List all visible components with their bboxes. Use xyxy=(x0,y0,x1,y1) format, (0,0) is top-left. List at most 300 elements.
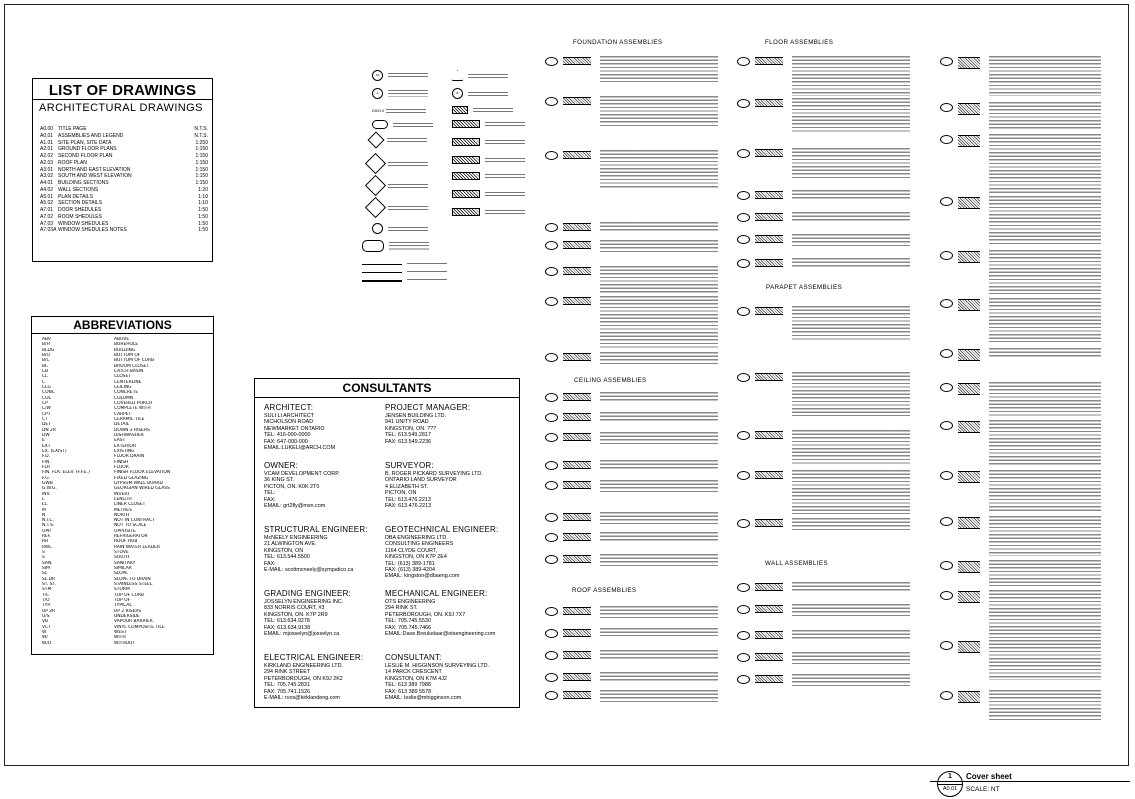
assembly-section-drawing xyxy=(755,605,783,613)
assembly-detail xyxy=(737,56,910,96)
assembly-tag-icon xyxy=(737,431,750,440)
assembly-detail xyxy=(940,56,1101,96)
abbreviation-code: W/O xyxy=(42,640,52,646)
abbreviation-meaning: BOTTOM OF CURB xyxy=(114,358,155,364)
abbreviation-code: S xyxy=(42,555,45,561)
consultant-detail-line: TEL: 613.544.5500 xyxy=(264,554,310,561)
assembly-detail xyxy=(545,672,718,682)
assembly-detail xyxy=(940,298,1101,342)
abbreviation-code: COL xyxy=(42,395,51,401)
drawing-list-row xyxy=(40,140,208,147)
assembly-notes xyxy=(989,690,1101,722)
consultant-detail-line: FAX: 647-000-000 xyxy=(264,438,308,445)
assembly-tag-icon xyxy=(545,241,558,250)
abbreviation-meaning: ABOVE xyxy=(114,337,130,342)
assembly-detail xyxy=(545,412,718,422)
drawing-scale: 1:150 xyxy=(195,159,208,166)
drawing-number: A5.01 xyxy=(40,193,54,200)
assembly-detail xyxy=(737,190,910,200)
consultant-role: STRUCTURAL ENGINEER: xyxy=(264,525,368,534)
drawing-list-row xyxy=(40,153,208,160)
drawing-number: A0.00 xyxy=(40,126,54,132)
assembly-notes xyxy=(989,348,1101,358)
consultant-detail-line: TEL: 613 389 7988 xyxy=(385,682,431,689)
drawing-scale: 1:150 xyxy=(195,146,208,153)
assembly-notes xyxy=(989,470,1101,512)
consultant-detail-line: JOSSELYN ENGINEERING INC. xyxy=(264,599,344,605)
abbreviation-code: SAN. xyxy=(42,560,53,566)
consultant-role: SURVEYOR: xyxy=(385,461,434,470)
assembly-notes xyxy=(600,296,718,348)
abbreviation-code: REF. xyxy=(42,534,52,540)
assembly-tag-icon xyxy=(737,373,750,382)
abbreviation-meaning: ROOF HUB xyxy=(114,539,138,545)
consultant-detail-line: KINGSTON, ON K7P 2E4 xyxy=(385,554,447,561)
abbreviation-meaning: BROOM CLOSET xyxy=(114,363,150,369)
assembly-detail xyxy=(545,240,718,254)
legend-item xyxy=(372,70,428,81)
assembly-tag-icon xyxy=(940,561,953,570)
consultant-detail-line: KINGSTON, ON. K7P 2R9 xyxy=(264,611,328,618)
abbreviation-code: L xyxy=(42,496,45,502)
abbreviation-code: EXT xyxy=(42,443,51,449)
assembly-tag-icon xyxy=(940,103,953,112)
drawing-title: SITE PLAN, SITE DATA xyxy=(58,139,112,146)
assembly-notes xyxy=(600,460,718,470)
assembly-notes xyxy=(989,420,1101,466)
assembly-tag-icon xyxy=(737,307,750,316)
drawing-list-row xyxy=(40,207,208,214)
consultant-detail-line: JENSEN BUILDING LTD. xyxy=(385,413,447,419)
assembly-notes xyxy=(989,590,1101,640)
abbreviation-meaning: EAST xyxy=(114,438,126,444)
assembly-detail xyxy=(545,266,718,294)
assembly-section-drawing xyxy=(958,691,980,703)
legend-item xyxy=(452,88,508,99)
assembly-detail xyxy=(545,480,718,494)
assembly-notes xyxy=(989,640,1101,680)
abbreviation-meaning: WITHOUT xyxy=(114,640,135,646)
abbreviation-meaning: TYPICAL xyxy=(114,603,132,609)
ceiling-assemblies-title: CEILING ASSEMBLIES xyxy=(574,377,647,384)
consultant-detail-line: LESLIE M. HIGGINSON SURVEYING LTD. xyxy=(385,663,490,669)
drawing-list-row xyxy=(40,160,208,167)
drawing-list-row xyxy=(40,146,208,153)
assembly-detail xyxy=(737,258,910,268)
abbreviation-meaning: CENTERLINE xyxy=(114,379,142,385)
assembly-tag-icon xyxy=(545,393,558,402)
sheet-marker-icon xyxy=(937,771,963,797)
assembly-notes xyxy=(989,560,1101,586)
drawing-number: A1.01 xyxy=(40,139,54,146)
drawing-list-row xyxy=(40,180,208,187)
consultant-detail-line: McNEELY ENGINEERING xyxy=(264,535,328,541)
consultant-detail-line: TEL: 705.745.2831 xyxy=(264,682,310,689)
consultant-block xyxy=(264,589,394,637)
window-tag-icon xyxy=(372,120,388,129)
assembly-section-drawing xyxy=(563,433,591,441)
drawing-scale: 1:50 xyxy=(198,220,208,227)
legend-item xyxy=(362,279,447,282)
assembly-tag-icon xyxy=(545,353,558,362)
legend-item xyxy=(368,200,428,215)
assembly-notes xyxy=(989,382,1101,418)
assembly-section-drawing xyxy=(958,471,980,483)
legend-item xyxy=(362,271,447,274)
abbreviation-meaning: FIXED GLAZING xyxy=(114,475,149,481)
consultant-block xyxy=(385,525,515,580)
assembly-tag-icon xyxy=(940,471,953,480)
hatch-icon xyxy=(452,120,480,128)
assembly-section-drawing xyxy=(958,299,980,311)
abbreviation-code: LC xyxy=(42,502,48,508)
consultant-detail-line: PETERBOROUGH, ON K9J 2K2 xyxy=(264,675,343,682)
abbreviation-meaning: FLOOR xyxy=(114,464,129,470)
consultant-detail-line: KIRKLAND ENGINEERING LTD. xyxy=(264,663,343,669)
assembly-notes xyxy=(792,674,910,686)
consultant-detail-line: DBA ENGINEERING LTD. xyxy=(385,535,448,541)
assembly-detail xyxy=(940,134,1101,194)
abbreviation-meaning: LINER CLOSET xyxy=(114,502,146,508)
assembly-notes xyxy=(989,56,1101,96)
abbreviation-code: W/ xyxy=(42,635,48,641)
consultant-detail-line: TEL: xyxy=(264,490,276,497)
assembly-section-drawing xyxy=(958,197,980,209)
abbreviations-table xyxy=(31,316,214,655)
abbreviation-code: C xyxy=(42,379,46,385)
consultant-detail-line: EMAIL:LUKELI@ARCH.COM xyxy=(264,445,336,452)
abbreviation-code: SIM xyxy=(42,566,50,572)
consultant-detail-line: FAX: (613) 389-4204 xyxy=(385,567,436,574)
consultant-role: GEOTECHNICAL ENGINEER: xyxy=(385,525,499,534)
abbreviation-code: FIN xyxy=(42,459,50,465)
assembly-tag-icon xyxy=(737,235,750,244)
consultant-block xyxy=(385,653,515,701)
consultant-detail-line: KINGSTON, ON. ??? xyxy=(385,425,437,432)
assembly-tag-icon xyxy=(737,605,750,614)
abbreviation-meaning: STAINLESS STEEL xyxy=(114,582,153,588)
datum-marker-icon xyxy=(368,132,385,149)
abbreviation-code: F.G. xyxy=(42,475,51,481)
drawing-title: SOUTH AND WEST ELEVATION xyxy=(58,173,132,180)
assembly-section-drawing xyxy=(563,413,591,421)
assembly-section-drawing xyxy=(755,583,783,591)
section-marker-icon: A0 xyxy=(372,70,383,81)
abbreviation-code: N.I.C. xyxy=(42,518,54,524)
assembly-tag-icon xyxy=(545,607,558,616)
drawing-scale: 1:150 xyxy=(195,173,208,180)
consultant-detail-line: FAX: 613.634.9138 xyxy=(264,624,311,631)
consultant-detail-line: KINGSTON, ON xyxy=(264,547,304,554)
assembly-detail xyxy=(545,628,718,638)
assembly-tag-icon xyxy=(545,97,558,106)
consultant-detail-line: EMAIL: leslie@mhigginson.com xyxy=(385,695,462,702)
abbreviation-code: G.W.G. xyxy=(42,486,57,492)
abbreviation-code: E xyxy=(42,438,45,444)
assembly-section-drawing xyxy=(563,513,591,521)
assembly-notes xyxy=(792,652,910,664)
abbreviations-title: ABBREVIATIONS xyxy=(32,317,213,334)
assembly-notes xyxy=(989,196,1101,244)
abbreviation-code: CLG xyxy=(42,384,51,390)
assembly-tag-icon xyxy=(940,251,953,260)
abbreviation-meaning: EXISTING xyxy=(114,448,135,454)
line-type-icon xyxy=(362,272,402,273)
consultants-table xyxy=(254,378,520,708)
assembly-section-drawing xyxy=(563,673,591,681)
consultant-detail-line: 1164 CLYDE COURT, xyxy=(385,547,438,554)
abbreviation-meaning: CATCH BASIN xyxy=(114,368,144,374)
hatch-icon xyxy=(452,172,480,180)
legend-item xyxy=(372,120,433,129)
legend-item xyxy=(452,70,508,81)
drawing-title: PLAN DETAILS xyxy=(58,193,93,200)
assembly-section-drawing xyxy=(958,591,980,603)
assembly-section-drawing xyxy=(563,555,591,563)
abbreviation-meaning: GYPSUM WALL BOARD xyxy=(114,480,163,486)
abbreviation-code: CT xyxy=(42,416,48,422)
abbreviation-meaning: EXTERIOR xyxy=(114,443,137,449)
drawing-title: WINDOW SHEDULES NOTES xyxy=(58,227,127,234)
assembly-section-drawing xyxy=(563,241,591,249)
assembly-detail xyxy=(940,420,1101,466)
abbreviation-meaning: DISHWASHER xyxy=(114,432,144,438)
assembly-tag-icon xyxy=(940,57,953,66)
drawing-list-row xyxy=(40,167,208,174)
abbreviation-meaning: BOREHOLE xyxy=(114,342,139,348)
abbreviation-meaning: FINISH FLOOR ELEVATION xyxy=(114,470,171,476)
assembly-tag-icon xyxy=(545,433,558,442)
legend-item xyxy=(372,106,426,115)
abbreviation-meaning: NORTH xyxy=(114,512,130,518)
drawing-title: SECTION DETAILS xyxy=(58,200,103,207)
assembly-tag-icon xyxy=(940,135,953,144)
consultant-detail-line: 833 NORRIS COURT, #3 xyxy=(264,605,325,612)
drawing-scale: 1:250 xyxy=(195,139,208,146)
consultant-detail-line: 36 KING ST. xyxy=(264,477,294,484)
assembly-notes xyxy=(600,532,718,542)
assembly-notes xyxy=(989,250,1101,294)
assembly-detail xyxy=(940,250,1101,294)
consultant-detail-line: VCAM DEVELOPMENT CORP. xyxy=(264,471,340,477)
assembly-notes xyxy=(600,150,718,188)
abbreviation-meaning: INVERT xyxy=(114,491,130,497)
abbreviation-meaning: WITH xyxy=(114,635,126,641)
consultant-detail-line: TEL: (613) 389-1781 xyxy=(385,560,435,567)
abbreviation-code: VCT xyxy=(42,624,51,630)
abbreviation-meaning: COLUMN xyxy=(114,395,134,401)
consultant-role: PROJECT MANAGER: xyxy=(385,403,471,412)
consultant-detail-line: PETERBOROUGH, ON. K9J 7X7 xyxy=(385,611,466,618)
assembly-tag-icon xyxy=(737,191,750,200)
assembly-detail xyxy=(940,102,1101,130)
assembly-tag-icon xyxy=(940,349,953,358)
assembly-section-drawing xyxy=(563,267,591,275)
assembly-section-drawing xyxy=(563,57,591,65)
elevation-datum-icon xyxy=(365,153,386,174)
assembly-section-drawing xyxy=(563,607,591,615)
assembly-section-drawing xyxy=(563,151,591,159)
consultant-detail-line: ONTARIO LAND SURVEYOR xyxy=(385,477,457,484)
drawing-list-row xyxy=(40,187,208,194)
drawing-title: ROOM SHEDULES xyxy=(58,213,102,220)
abbreviation-code: N xyxy=(42,512,46,518)
assembly-detail xyxy=(737,372,910,416)
assembly-tag-icon xyxy=(737,213,750,222)
assembly-section-drawing xyxy=(563,461,591,469)
floor-assemblies-title: FLOOR ASSEMBLIES xyxy=(765,39,834,46)
view-number: 1 xyxy=(948,773,952,780)
abbreviation-code: CL xyxy=(42,374,48,380)
drawing-list-row xyxy=(40,133,208,140)
assembly-notes xyxy=(792,306,910,342)
assembly-section-drawing xyxy=(958,517,980,529)
assembly-notes xyxy=(792,470,910,514)
consultant-role: OWNER: xyxy=(264,461,299,470)
assembly-tag-icon xyxy=(940,299,953,308)
consultant-block xyxy=(385,589,515,637)
wall-assemblies-title: WALL ASSEMBLIES xyxy=(765,560,828,567)
assembly-tag-icon xyxy=(545,151,558,160)
abbreviation-meaning: STOVE xyxy=(114,550,129,556)
assembly-detail xyxy=(545,56,718,82)
assembly-section-drawing xyxy=(755,631,783,639)
assembly-section-drawing xyxy=(755,431,783,439)
assembly-notes xyxy=(792,234,910,246)
drawing-title: DOOR SHEDULES xyxy=(58,207,102,213)
consultant-role: GRADING ENGINEER: xyxy=(264,589,351,598)
assembly-tag-icon xyxy=(545,673,558,682)
consultant-detail-line: OTS ENGINEERING xyxy=(385,599,436,605)
assembly-notes xyxy=(792,98,910,132)
consultant-detail-line: FAX: 613 389 5578 xyxy=(385,688,432,695)
assembly-notes xyxy=(600,266,718,294)
drawing-scale: 1:50 xyxy=(198,213,208,220)
drawing-title: SECOND FLOOR PLAN xyxy=(58,153,113,159)
abbreviation-code: FLR xyxy=(42,464,51,470)
drawing-number: A2.02 xyxy=(40,153,54,159)
abbreviation-meaning: REFRIGERATOR xyxy=(114,534,148,540)
drawing-number: A3.01 xyxy=(40,166,54,173)
abbreviation-code: M xyxy=(42,507,46,513)
drawing-scale: 1:150 xyxy=(195,180,208,186)
drawing-title: ROOF PLAN xyxy=(58,159,87,166)
assembly-notes xyxy=(989,516,1101,556)
drawing-title: TITLE PAGE xyxy=(58,126,87,132)
consultant-detail-line: TEL: 613.634.9278 xyxy=(264,618,310,625)
abbreviation-meaning: TOP OF CURB xyxy=(114,592,144,598)
drawing-scale: 1:20 xyxy=(198,186,208,193)
assembly-tag-icon xyxy=(940,517,953,526)
assembly-notes xyxy=(600,650,718,660)
drawing-list-row xyxy=(40,214,208,221)
assembly-section-drawing xyxy=(755,675,783,683)
assembly-detail xyxy=(545,532,718,542)
hatch-icon xyxy=(452,208,480,216)
assembly-notes xyxy=(600,554,718,566)
elevation-marker-icon: A xyxy=(372,88,383,99)
roof-assemblies-title: ROOF ASSEMBLIES xyxy=(572,587,637,594)
assembly-detail xyxy=(545,296,718,348)
assembly-section-drawing xyxy=(563,393,591,401)
abbreviation-meaning: CARPET xyxy=(114,411,132,417)
consultant-detail-line: TEL: 613.476.2213 xyxy=(385,496,431,503)
consultant-detail-line: E-MAIL: rvos@kirklandeng.com xyxy=(264,695,340,702)
abbreviation-code: ABV. xyxy=(42,337,52,342)
assembly-notes xyxy=(792,630,910,640)
abbreviation-meaning: RAIN WATER LEADER xyxy=(114,544,160,550)
drawing-list-row xyxy=(40,173,208,180)
assembly-tag-icon xyxy=(737,675,750,684)
assembly-notes xyxy=(600,690,718,702)
consultant-block xyxy=(264,461,394,509)
assembly-notes xyxy=(600,606,718,618)
assembly-section-drawing xyxy=(958,251,980,263)
abbreviation-code: STM xyxy=(42,587,52,593)
abbreviation-meaning: CEILING xyxy=(114,384,132,390)
consultant-detail-line: FAX: 705.745.7466 xyxy=(385,624,432,631)
drawing-scale: 1:10 xyxy=(198,200,208,207)
assembly-notes xyxy=(600,56,718,82)
assembly-detail xyxy=(545,392,718,402)
legend-item xyxy=(368,178,428,193)
drawing-list-row xyxy=(40,194,208,201)
drawing-list-row xyxy=(40,221,208,228)
drawing-number: A5.02 xyxy=(40,200,54,207)
abbreviation-meaning: CERAMIC TILE xyxy=(114,416,145,422)
consultant-detail-line: 21 ALWINGTON AVE. xyxy=(264,541,317,548)
assembly-notes xyxy=(600,352,718,364)
assembly-notes xyxy=(792,372,910,416)
abbreviation-code: B/H xyxy=(42,342,50,348)
consultant-detail-line: FAX: 613.549.2236 xyxy=(385,438,432,445)
list-of-drawings-table xyxy=(32,78,213,262)
line-type-icon xyxy=(362,264,402,265)
assembly-detail xyxy=(737,652,910,664)
assembly-notes xyxy=(600,222,718,232)
legend-item xyxy=(362,240,429,252)
drawing-title: BUILDING SECTIONS xyxy=(58,180,109,186)
assembly-tag-icon xyxy=(737,259,750,268)
sheet-name: Cover sheet xyxy=(966,772,1012,781)
abbreviation-code: ST. ST. xyxy=(42,582,57,588)
abbreviation-code: C/W xyxy=(42,406,51,412)
assembly-section-drawing xyxy=(958,561,980,573)
abbreviation-code: CONC xyxy=(42,390,55,396)
abbreviation-meaning: SOUTH xyxy=(114,555,130,561)
consultant-detail-line: FAX: 613.476.2213 xyxy=(385,503,432,510)
consultant-detail-line: B. ROGER PICKARD SURVEYING LTD. xyxy=(385,471,483,477)
assembly-section-drawing xyxy=(563,651,591,659)
assembly-section-drawing xyxy=(958,421,980,433)
abbreviation-meaning: SANITARY xyxy=(114,560,136,566)
assembly-section-drawing xyxy=(563,297,591,305)
assembly-notes xyxy=(792,258,910,268)
grid-bubble-icon: B xyxy=(452,88,463,99)
abbreviation-meaning: SLOPE xyxy=(114,571,128,577)
assembly-detail xyxy=(545,150,718,188)
abbreviation-meaning: DOWN 2 RISERS xyxy=(114,427,150,433)
assembly-notes xyxy=(600,240,718,254)
consultant-detail-line: EMAIL: kingston@dbaeng.com xyxy=(385,573,460,580)
consultant-detail-line: FAX: 705.741.1526 xyxy=(264,688,311,695)
abbreviation-code: OPP. xyxy=(42,528,52,534)
assembly-section-drawing xyxy=(563,353,591,361)
legend-item xyxy=(368,156,428,171)
consultants-title: CONSULTANTS xyxy=(255,379,519,398)
abbreviation-code: B/C xyxy=(42,358,50,364)
assembly-detail xyxy=(940,348,1101,361)
